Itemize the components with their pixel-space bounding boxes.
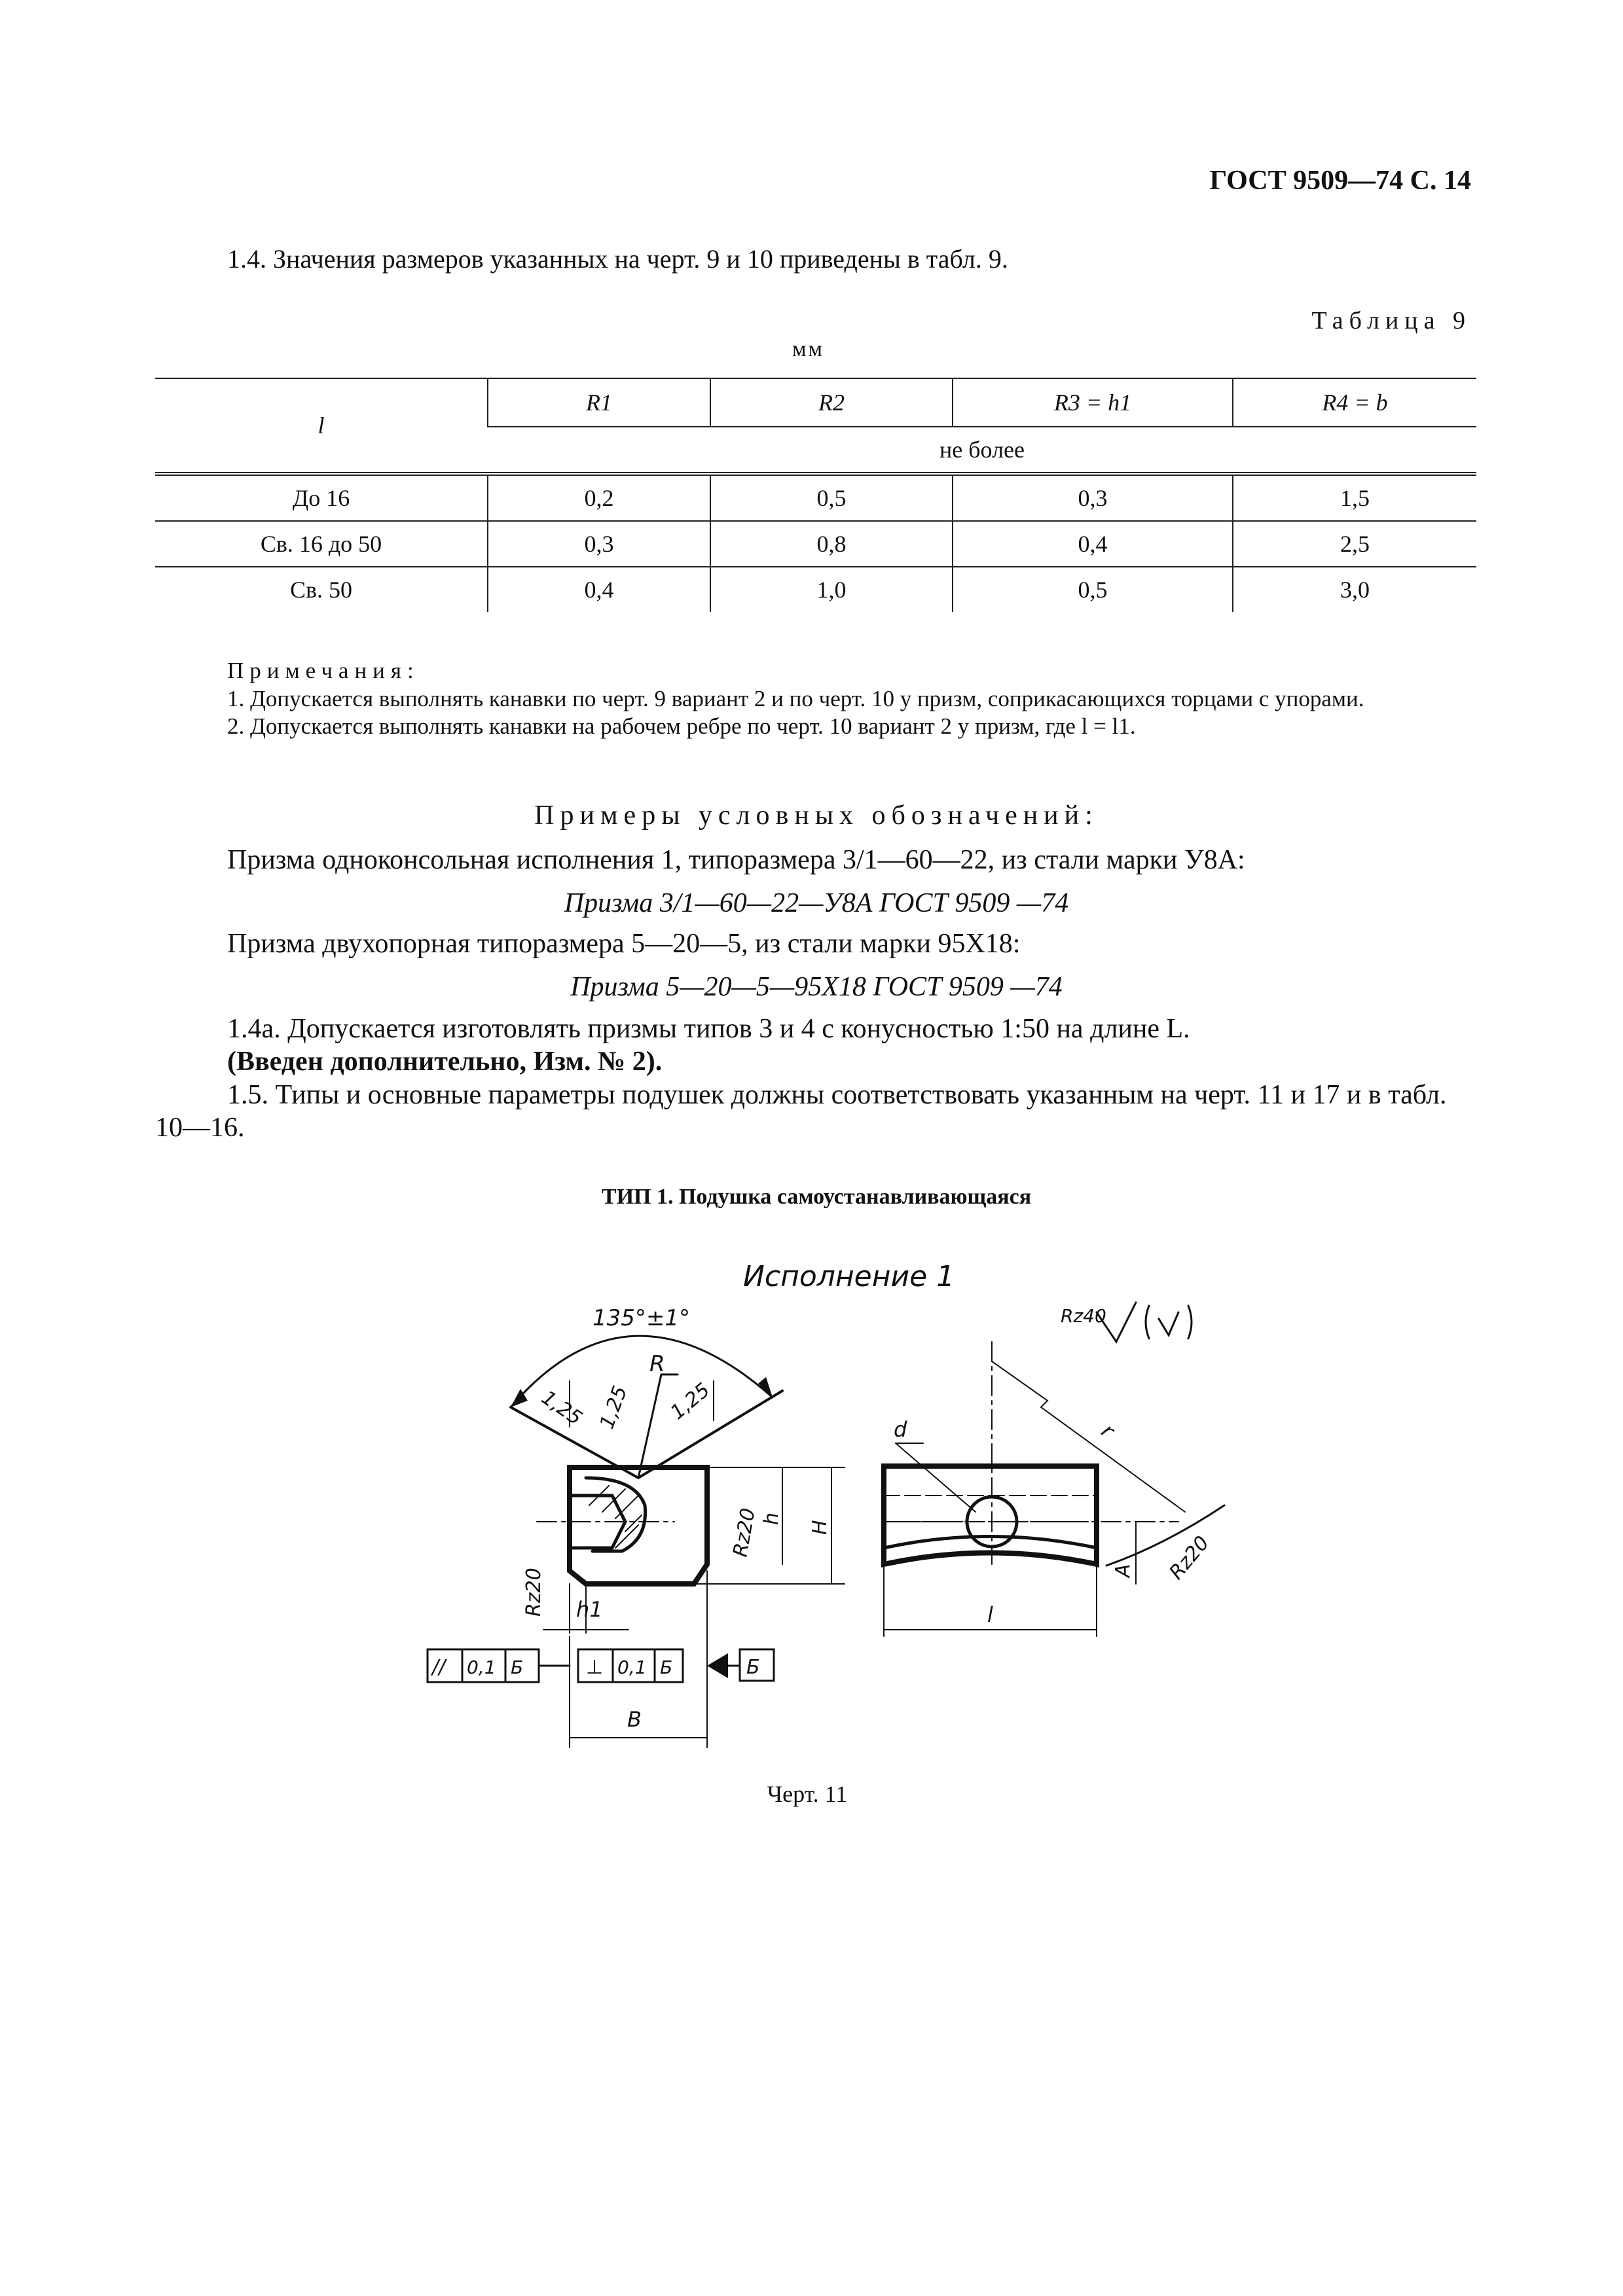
table-unit: мм	[792, 337, 825, 361]
col-header-r4: R4 = b	[1233, 378, 1476, 427]
dim-A: A	[1112, 1564, 1135, 1577]
dim-125-c: 1,25	[666, 1378, 715, 1425]
col-header-r3: R3 = h1	[953, 378, 1233, 427]
dim-r: r	[1096, 1418, 1120, 1443]
dim-h: h	[760, 1512, 783, 1525]
example-1-code: Призма 3/1—60—22—У8А ГОСТ 9509 —74	[564, 888, 1069, 918]
paragraph-1-4a: 1.4а. Допускается изготовлять призмы типов 3 и 4 с конусностью 1:50 на длине L.	[227, 1014, 1190, 1044]
tolerance-2-value: 0,1	[617, 1657, 647, 1678]
note-2: 2. Допускается выполнять канавки на рабочем ребре по черт. 10 вариант 2 у призм, где l = l1.	[227, 713, 1136, 740]
rz20-label-a: Rz20	[729, 1506, 760, 1559]
dim-125-a: 1,25	[537, 1386, 587, 1430]
example-2-text: Призма двухопорная типоразмера 5—20—5, из стали марки 95Х18:	[227, 929, 1021, 959]
paragraph-1-4: 1.4. Значения размеров указанных на черт. 9 и 10 приведены в табл. 9.	[227, 244, 1008, 274]
page-header: ГОСТ 9509—74 С. 14	[1209, 166, 1471, 196]
subheader-not-more: не более	[488, 427, 1476, 474]
dim-l: l	[987, 1602, 993, 1627]
example-2-code: Призма 5—20—5—95Х18 ГОСТ 9509 —74	[570, 972, 1063, 1002]
dim-H: H	[809, 1520, 831, 1535]
col-header-r1: R1	[488, 378, 710, 427]
dim-B: B	[627, 1707, 642, 1732]
examples-title: Примеры условных обозначений:	[534, 800, 1099, 831]
angle-label: 135°±1°	[593, 1305, 691, 1331]
paragraph-1-5: 1.5. Типы и основные параметры подушек должны соответствовать указанным на черт. 11 и 17 и в табл. 10—16.	[155, 1080, 1447, 1143]
tolerance-1-value: 0,1	[467, 1657, 496, 1678]
variant-label: Исполнение 1	[743, 1260, 955, 1293]
tolerance-2-base: Б	[660, 1657, 673, 1678]
note-1: 1. Допускается выполнять канавки по черт. 9 вариант 2 и по черт. 10 у призм, соприкасающихся торцами с упорами.	[227, 685, 1364, 711]
table-row: Св. 50 0,4 1,0 0,5 3,0	[155, 567, 1476, 612]
svg-text:⊥: ⊥	[586, 1656, 604, 1679]
example-1-text: Призма одноконсольная исполнения 1, типоразмера 3/1—60—22, из стали марки У8А:	[227, 845, 1245, 875]
table-row: До 16 0,2 0,5 0,3 1,5	[155, 474, 1476, 521]
base-label: Б	[746, 1656, 760, 1679]
dim-d: d	[894, 1417, 907, 1442]
dim-125-b: 1,25	[595, 1382, 632, 1432]
rz20-label-b: Rz20	[522, 1568, 545, 1617]
svg-text://: //	[432, 1656, 446, 1679]
paragraph-1-4a-note: (Введен дополнительно, Изм. № 2).	[227, 1047, 663, 1077]
drawing-caption: Черт. 11	[767, 1781, 848, 1807]
type-1-title: ТИП 1. Подушка самоустанавливающаяся	[601, 1185, 1032, 1209]
col-header-r2: R2	[710, 378, 953, 427]
radius-label: R	[649, 1351, 665, 1377]
rz20-label-c: Rz20	[1165, 1532, 1214, 1585]
rz40-label: Rz40	[1061, 1305, 1106, 1327]
col-header-l: l	[155, 378, 488, 474]
dim-h1: h1	[576, 1597, 603, 1622]
tolerance-1-base: Б	[511, 1657, 524, 1678]
table-row: Св. 16 до 50 0,3 0,8 0,4 2,5	[155, 521, 1476, 567]
notes-title: Примечания:	[227, 658, 420, 683]
table-caption: Таблица 9	[1311, 307, 1471, 334]
